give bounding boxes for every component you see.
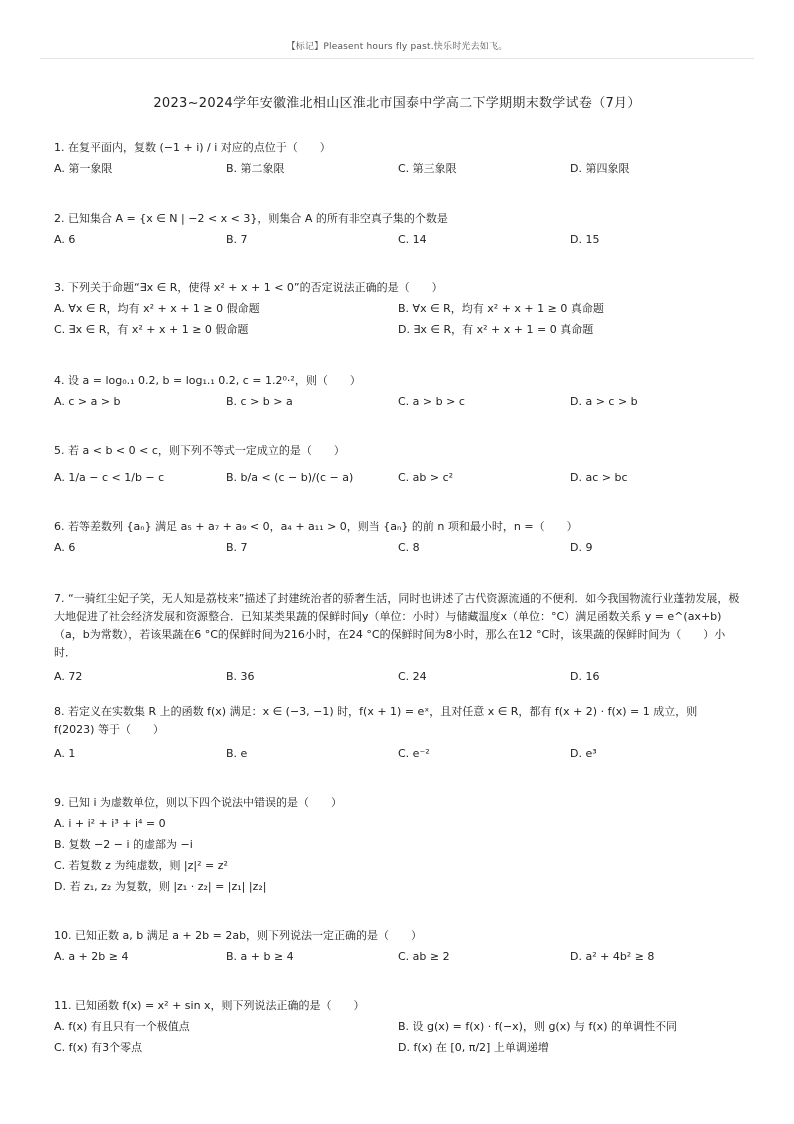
option-row [54, 394, 740, 410]
option-b: B. a + b ≥ 4 [226, 950, 294, 963]
option-a: A. ∀x ∈ R，均有 x² + x + 1 ≥ 0 假命题 [54, 302, 260, 315]
option-b: B. 36 [226, 670, 255, 683]
option-c: C. 24 [398, 670, 427, 683]
option-d: D. 若 z₁, z₂ 为复数，则 |z₁ · z₂| = |z₁| |z₂| [54, 880, 267, 893]
option-b: B. 第二象限 [226, 162, 285, 175]
option-row [54, 232, 740, 248]
option-d: D. e³ [570, 747, 597, 760]
question-stem: 10. 已知正数 a, b 满足 a + 2b = 2ab，则下列说法一定正确的是（ ） [54, 929, 423, 942]
option-a: A. c > a > b [54, 395, 121, 408]
question-stem: 8. 若定义在实数集 R 上的函数 f(x) 满足：x ∈ (−3, −1) 时，f(x + 1) = eˣ，且对任意 x ∈ R，都有 f(x + 2) · f(x) = 1 成立，则 f(2023) 等于（ ） [54, 705, 698, 736]
question-stem: 4. 设 a = log₀.₁ 0.2, b = log₁.₁ 0.2, c = 1.2⁰·²，则（ ） [54, 374, 361, 387]
question-stem: 2. 已知集合 A = {x ∈ N | −2 < x < 3}，则集合 A 的所有非空真子集的个数是 [54, 212, 448, 225]
question-7 [54, 590, 740, 684]
option-b: B. ∀x ∈ R，均有 x² + x + 1 ≥ 0 真命题 [398, 302, 604, 315]
option-row [54, 949, 740, 965]
question-stem: 11. 已知函数 f(x) = x² + sin x，则下列说法正确的是（ ） [54, 999, 365, 1012]
option-a: A. 6 [54, 233, 76, 246]
header-divider [40, 58, 754, 59]
option-b: B. 复数 −2 − i 的虚部为 −i [54, 838, 193, 851]
question-11 [54, 998, 740, 1055]
option-d: D. ac > bc [570, 471, 628, 484]
question-2 [54, 211, 740, 248]
option-b: B. 7 [226, 541, 248, 554]
option-row [54, 301, 740, 316]
option-list [54, 816, 740, 894]
option-row [54, 668, 740, 684]
question-stem: 9. 已知 i 为虚数单位，则以下四个说法中错误的是（ ） [54, 796, 343, 809]
page-title: 2023~2024学年安徽淮北相山区淮北市国泰中学高二下学期期末数学试卷（7月） [153, 96, 641, 111]
option-d: D. a > c > b [570, 395, 638, 408]
question-stem: 3. 下列关于命题“∃x ∈ R，使得 x² + x + 1 < 0”的否定说法正确的是（ ） [54, 281, 443, 294]
question-8 [54, 703, 740, 761]
option-row [54, 1019, 740, 1034]
option-c: C. ab > c² [398, 471, 454, 484]
option-b: B. c > b > a [226, 395, 293, 408]
option-c: C. 若复数 z 为纯虚数，则 |z|² = z² [54, 859, 228, 872]
option-row [54, 322, 740, 337]
option-row [54, 745, 740, 761]
question-stem: 5. 若 a < b < 0 < c，则下列不等式一定成立的是（ ） [54, 444, 345, 457]
option-row [54, 540, 740, 556]
option-b: B. 设 g(x) = f(x) · f(−x)，则 g(x) 与 f(x) 的单调性不同 [398, 1020, 677, 1033]
option-d: D. f(x) 在 [0, π/2] 上单调递增 [398, 1041, 549, 1054]
option-c: C. ∃x ∈ R，有 x² + x + 1 ≥ 0 假命题 [54, 323, 249, 336]
header-note: 【标记】Pleasent hours fly past.快乐时光去如飞。 [286, 42, 508, 52]
option-c: C. 8 [398, 541, 420, 554]
option-row [54, 1040, 740, 1055]
option-d: D. a² + 4b² ≥ 8 [570, 950, 655, 963]
option-b: B. b/a < (c − b)/(c − a) [226, 471, 354, 484]
question-9 [54, 795, 740, 894]
option-c: C. 第三象限 [398, 162, 457, 175]
question-stem: 7. “一骑红尘妃子笑，无人知是荔枝来”描述了封建统治者的骄奢生活，同时也讲述了古代资源流通的不便利．如今我国物流行业蓬勃发展，极大地促进了社会经济发展和资源整合．已知某类果蔬的保鲜时间y（单位：小时）与储藏温度x（单位：°C）满足函数关系 y = e^(ax+b)（a，b为常数），若该果蔬在6 °C的保鲜时间为216小时，在24 °C的保鲜时间为8小时，那么在12 °C时，该果蔬的保鲜时间为（ ）小时． [54, 592, 740, 659]
option-c: C. e⁻² [398, 747, 430, 760]
option-c: C. ab ≥ 2 [398, 950, 450, 963]
option-a: A. i + i² + i³ + i⁴ = 0 [54, 817, 166, 830]
option-d: D. 9 [570, 541, 593, 554]
option-d: D. 15 [570, 233, 600, 246]
question-1 [54, 140, 740, 177]
question-stem: 6. 若等差数列 {aₙ} 满足 a₅ + a₇ + a₉ < 0，a₄ + a₁₁ > 0，则当 {aₙ} 的前 n 项和最小时，n =（ ） [54, 520, 578, 533]
question-stem: 1. 在复平面内，复数 (−1 + i) / i 对应的点位于（ ） [54, 141, 331, 154]
option-c: C. a > b > c [398, 395, 465, 408]
option-row [54, 470, 740, 486]
option-a: A. 第一象限 [54, 162, 113, 175]
option-d: D. 第四象限 [570, 162, 630, 175]
option-c: C. f(x) 有3个零点 [54, 1041, 143, 1054]
question-10 [54, 928, 740, 965]
option-a: A. 1/a − c < 1/b − c [54, 471, 165, 484]
option-d: D. 16 [570, 670, 600, 683]
question-5 [54, 443, 740, 486]
question-3 [54, 280, 740, 337]
question-4 [54, 373, 740, 410]
option-row [54, 161, 740, 177]
option-a: A. f(x) 有且只有一个极值点 [54, 1020, 190, 1033]
option-a: A. 1 [54, 747, 76, 760]
option-c: C. 14 [398, 233, 427, 246]
option-a: A. 6 [54, 541, 76, 554]
question-6 [54, 519, 740, 556]
option-b: B. e [226, 747, 248, 760]
option-a: A. a + 2b ≥ 4 [54, 950, 129, 963]
option-a: A. 72 [54, 670, 83, 683]
option-b: B. 7 [226, 233, 248, 246]
option-d: D. ∃x ∈ R，有 x² + x + 1 = 0 真命题 [398, 323, 594, 336]
